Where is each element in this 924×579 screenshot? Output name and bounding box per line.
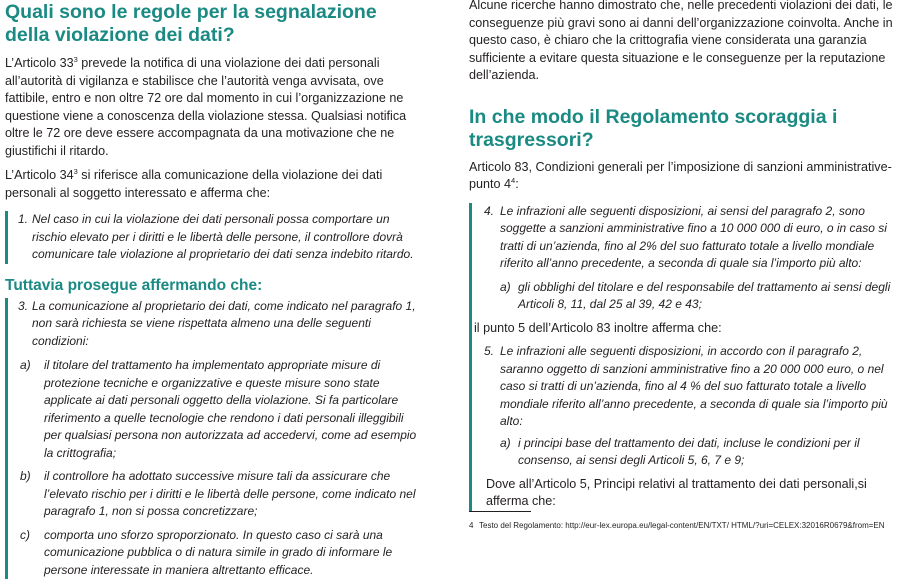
footnote-number: 4	[469, 520, 479, 531]
subheading-however: Tuttavia prosegue affermando che:	[5, 276, 417, 295]
footnote-divider	[469, 511, 531, 512]
footnote	[469, 520, 889, 531]
quote-item-4	[484, 203, 901, 273]
article-33-body: prevede la notifica di una violazione dei dati personali all’autorità di vigilanza e stabilisce che l’autorità venga avvisata, ove fattibile, entro e non oltre 72 ore dal momento in cui l’organizzazione ne questione viene a conoscenza della violazione stessa. Qualsiasi notifica oltre le 72 ore deve essere accompagnata da una motivazione che ne giustifichi il ritardo.	[5, 56, 406, 158]
article-34-lead: L’Articolo 34	[5, 168, 74, 182]
quote-block-point-3	[5, 298, 417, 579]
footnote-ref: 3	[74, 167, 78, 176]
article-33-paragraph	[5, 55, 417, 160]
condition-text: gli obblighi del titolare e del responsabile del trattamento ai sensi degli Articoli 8, 11, dal 25 al 39, 42 e 43;	[518, 279, 901, 314]
right-column	[469, 0, 901, 511]
article-33-lead: L’Articolo 33	[5, 56, 74, 70]
article-83-colon: :	[515, 177, 519, 191]
condition-label: a)	[484, 279, 518, 314]
item-number: 3.	[18, 298, 32, 351]
quote-text: Le infrazioni alle seguenti disposizioni, in accordo con il paragrafo 2, saranno oggetto di sanzioni amministrative fino a 20 000 000 euro, o nel caso si tratti di un’azienda, fino al 4 % del suo fatturato totale a livello mondiale riferito all’anno precedente, a seconda di quale sia l’importo più alto:	[500, 343, 901, 431]
condition-label: a)	[18, 357, 44, 462]
item-number: 1.	[18, 211, 32, 264]
condition-text: il titolare del trattamento ha implementato appropriate misure di protezione tecniche e organizzative e queste misure sono state applicate ai dati personali oggetto della violazione. Si fa particolare riferimento a quelle tecnologie che rendono i dati personali illeggibili per qualsiasi persona non autorizzata ad accedervi, come ad esempio la crittografia;	[44, 357, 417, 462]
article-34-paragraph	[5, 167, 417, 202]
condition-label: a)	[484, 435, 518, 470]
footnote-ref: 3	[74, 55, 78, 64]
quote-block-point-1	[5, 211, 417, 264]
quote-item-3	[18, 298, 417, 351]
quote-text: La comunicazione al proprietario dei dati, come indicato nel paragrafo 1, non sarà richiesta se viene rispettata almeno una delle seguenti condizioni:	[32, 298, 417, 351]
section-heading-sanctions: In che modo il Regolamento scoraggia i trasgressori?	[469, 106, 901, 152]
research-paragraph: Alcune ricerche hanno dimostrato che, nelle precedenti violazioni dei dati, le conseguenze più gravi sono ai danni dell’organizzazione coinvolta. Anche in questo caso, è chiaro che la crittografia viene considerata una garanzia sufficiente a evitare questa situazione e le conseguenze per la reputazione dell’azienda.	[469, 0, 901, 85]
infringement-5a	[484, 435, 901, 470]
section-heading-notification: Quali sono le regole per la segnalazione della violazione dei dati?	[5, 1, 417, 47]
quote-text: Nel caso in cui la violazione dei dati personali possa comportare un rischio elevato per i diritti e le libertà delle persone, il controllore dovrà comunicare tale violazione al proprietario dei dati senza indebito ritardo.	[32, 211, 417, 264]
quote-text: Le infrazioni alle seguenti disposizioni, ai sensi del paragrafo 2, sono soggette a sanzioni amministrative fino a 10 000 000 di euro, o in caso si tratti di un’azienda, fino al 2% del suo fatturato totale a livello mondiale riferito all’anno precedente, a seconda di quale sia l’importo più alto:	[500, 203, 901, 273]
condition-text: i principi base del trattamento dei dati, incluse le condizioni per il consenso, ai sensi degli Articoli 5, 6, 7 e 9;	[518, 435, 901, 470]
quote-item-5	[484, 343, 901, 431]
condition-b	[18, 468, 417, 521]
article-83-paragraph	[469, 159, 901, 194]
left-column	[5, 0, 417, 579]
condition-label: c)	[18, 527, 44, 579]
footnote-text: Testo del Regolamento: http://eur-lex.europa.eu/legal-content/EN/TXT/ HTML/?uri=CELEX:32016R0679&from=EN	[479, 521, 885, 530]
condition-a	[18, 357, 417, 462]
article-34-body: si riferisce alla comunicazione della violazione dei dati personali al soggetto interessato e afferma che:	[5, 168, 382, 200]
item-number: 5.	[484, 343, 500, 431]
condition-c	[18, 527, 417, 579]
condition-text: comporta uno sforzo sproporzionato. In questo caso ci sarà una comunicazione pubblica o di natura simile in grado di informare le persone interessate in maniera altrettanto efficace.	[44, 527, 417, 579]
point-5-intro: il punto 5 dell’Articolo 83 inoltre afferma che:	[472, 320, 901, 338]
infringement-4a	[484, 279, 901, 314]
article-83-lead: Articolo 83, Condizioni generali per l’imposizione di sanzioni amministrative-punto 4	[469, 160, 892, 192]
article-5-paragraph: Dove all’Articolo 5, Principi relativi al trattamento dei dati personali,si afferma che:	[484, 476, 901, 511]
item-number: 4.	[484, 203, 500, 273]
condition-label: b)	[18, 468, 44, 521]
condition-text: il controllore ha adottato successive misure tali da assicurare che l’elevato rischio per i diritti e le libertà delle persone, come indicato nel paragrafo 1, non si possa concretizzare;	[44, 468, 417, 521]
footnote-ref: 4	[511, 176, 515, 185]
quote-block-article-83	[469, 203, 901, 511]
quote-item-1	[18, 211, 417, 264]
